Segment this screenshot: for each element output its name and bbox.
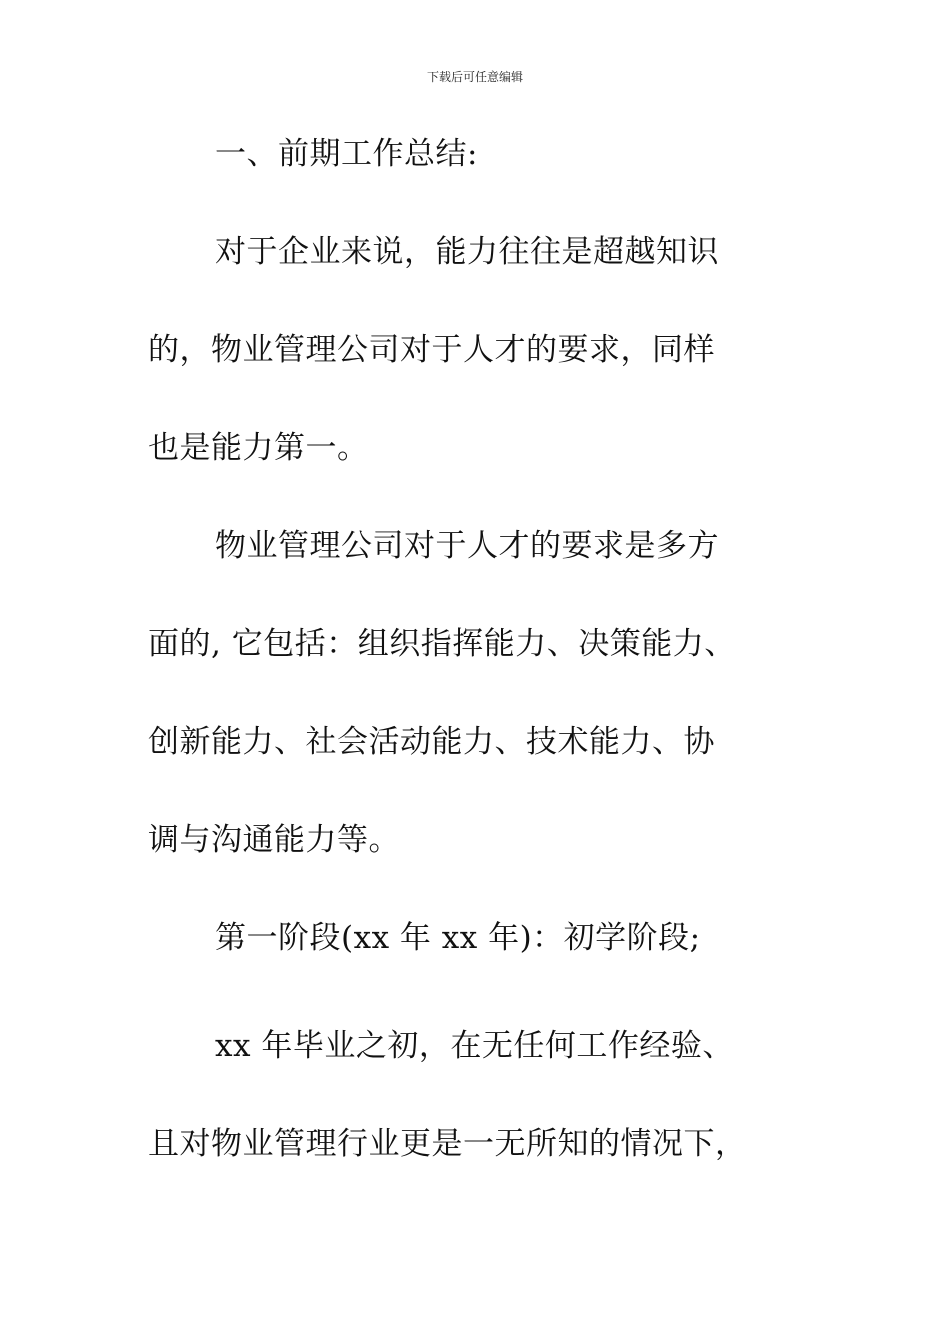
paragraph-line: 也是能力第一。	[148, 430, 369, 466]
paragraph-line: 调与沟通能力等。	[148, 822, 400, 858]
page-header-note: 下载后可任意编辑	[426, 70, 523, 84]
paragraph-line: 物业管理公司对于人才的要求是多方	[215, 528, 719, 564]
paragraph-line: 且对物业管理行业更是一无所知的情况下，	[148, 1126, 747, 1162]
section-heading: 一、前期工作总结:	[215, 136, 478, 172]
paragraph-line: xx 年毕业之初，在无任何工作经验、	[215, 1028, 734, 1064]
paragraph-line: 创新能力、社会活动能力、技术能力、协	[148, 724, 715, 760]
paragraph-line: 面的, 它包括：组织指挥能力、决策能力、	[148, 626, 736, 662]
paragraph-line: 第一阶段(xx 年 xx 年)：初学阶段;	[215, 920, 701, 956]
paragraph-line: 对于企业来说，能力往往是超越知识	[215, 234, 719, 270]
paragraph-line: 的，物业管理公司对于人才的要求，同样	[148, 332, 715, 368]
